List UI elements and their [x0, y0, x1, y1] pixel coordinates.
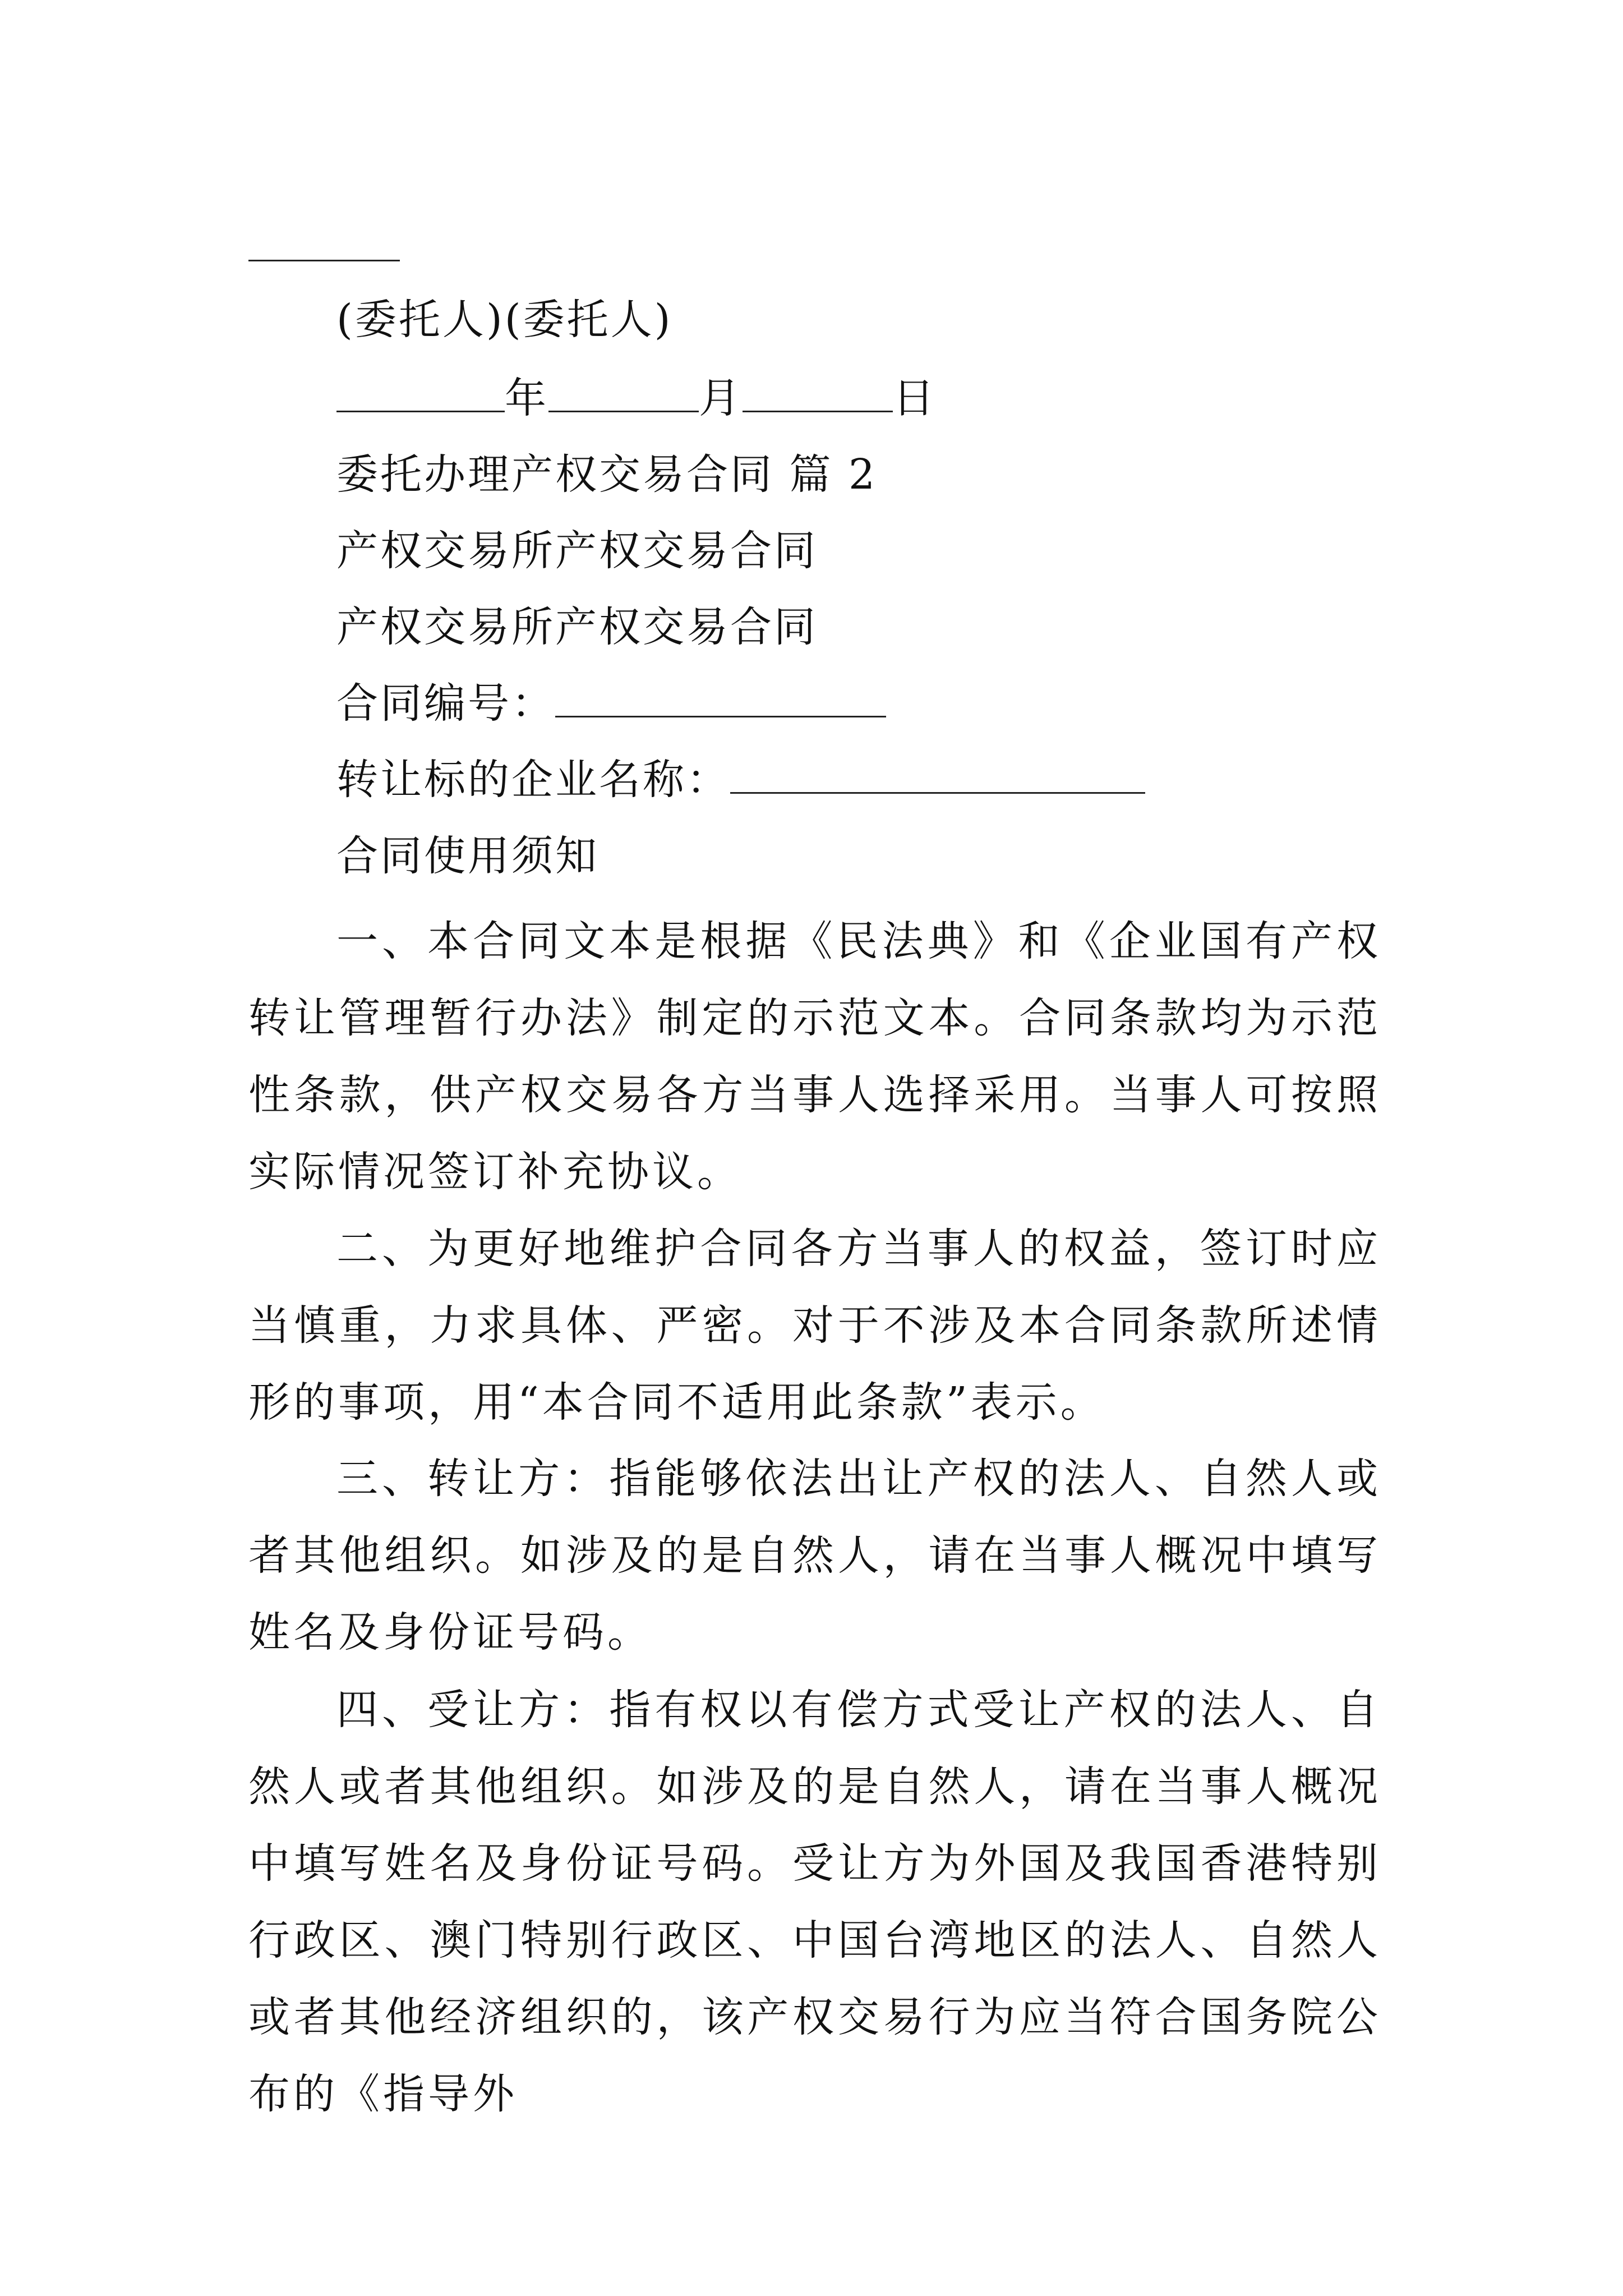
notice-title: 合同使用须知 [336, 832, 599, 880]
heading-2: 产权交易所产权交易合同 [336, 603, 818, 651]
top-blank-line [248, 260, 400, 261]
contract-number-blank [555, 677, 886, 717]
section-title: 委托办理产权交易合同 篇 2 [336, 450, 878, 499]
contract-number-label: 合同编号： [336, 679, 555, 728]
enterprise-name-blank [730, 753, 1145, 794]
year-blank [336, 371, 505, 412]
notice-paragraph-2: 二、为更好地维护合同各方当事人的权益，签订时应当慎重，力求具体、严密。对于不涉及本合同条款所述情形的事项，用“本合同不适用此条款”表示。 [248, 1225, 1381, 1427]
enterprise-name-line [336, 752, 1145, 808]
enterprise-name-label: 转让标的企业名称： [336, 756, 730, 804]
day-blank [743, 371, 893, 412]
heading-1: 产权交易所产权交易合同 [336, 527, 818, 575]
year-label: 年 [505, 374, 548, 422]
month-blank [548, 371, 699, 412]
notice-paragraph-1: 一、本合同文本是根据《民法典》和《企业国有产权转让管理暂行办法》制定的示范文本。合同条款均为示范性条款，供产权交易各方当事人选择采用。当事人可按照实际情况签订补充协议。 [248, 917, 1381, 1196]
contract-number-line [336, 675, 886, 731]
date-line [336, 370, 937, 426]
day-label: 日 [893, 374, 937, 422]
signatories-line: (委托人)(委托人) [336, 296, 673, 344]
month-label: 月 [699, 374, 743, 422]
notice-paragraph-3: 三、转让方：指能够依法出让产权的法人、自然人或者其他组织。如涉及的是自然人，请在当事人概况中填写姓名及身份证号码。 [248, 1455, 1381, 1657]
notice-paragraph-4: 四、受让方：指有权以有偿方式受让产权的法人、自然人或者其他组织。如涉及的是自然人，请在当事人概况中填写姓名及身份证号码。受让方为外国及我国香港特别行政区、澳门特别行政区、中国台湾地区的法人、自然人或者其他经济组织的，该产权交易行为应当符合国务院公布的《指导外 [248, 1686, 1381, 2118]
